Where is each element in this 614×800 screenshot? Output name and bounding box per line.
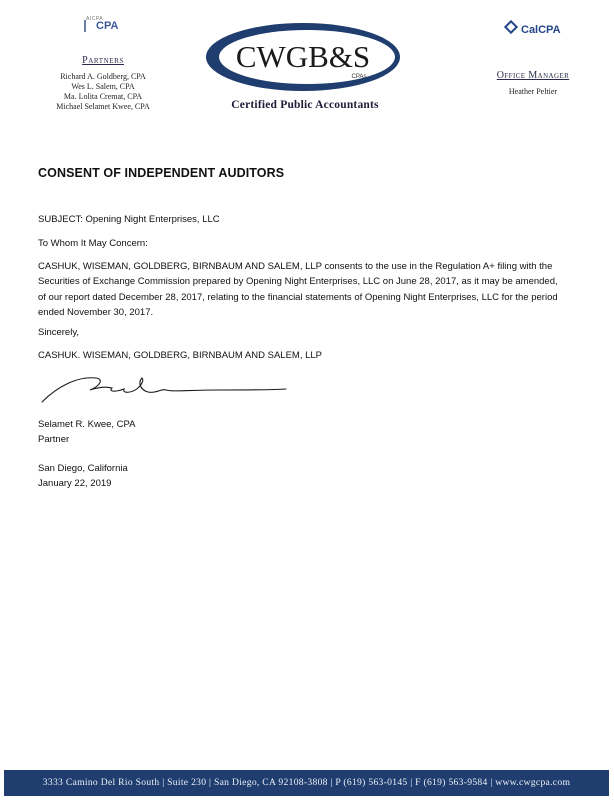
- letter-closing: Sincerely,: [38, 327, 80, 338]
- partner-name: Wes L. Salem, CPA: [71, 82, 135, 91]
- letter-title: CONSENT OF INDEPENDENT AUDITORS: [38, 166, 285, 180]
- aicpa-logo-small: AICPA: [86, 16, 104, 22]
- signature: [38, 372, 288, 408]
- aicpa-logo-text: CPA: [96, 20, 119, 32]
- office-manager-block: [488, 70, 578, 96]
- calcpa-logo: [506, 22, 561, 36]
- partners-heading: Partners: [82, 55, 124, 66]
- partner-name: Michael Selamet Kwee, CPA: [56, 102, 150, 111]
- footer-contact: 3333 Camino Del Rio South | Suite 230 | San Diego, CA 92108-3808 | P (619) 563-0145 | F (619) 563-9584 | www.cwgcpa.com: [42, 777, 571, 788]
- firm-logo-text: CWGB&S: [235, 39, 371, 74]
- aicpa-logo: [84, 16, 144, 38]
- calcpa-diamond-icon: [504, 20, 518, 34]
- signer-name: Selamet R. Kwee, CPA: [38, 419, 136, 430]
- letter-location: San Diego, California: [38, 463, 128, 474]
- calcpa-logo-text: CalCPA: [521, 24, 561, 36]
- firm-logo: [203, 20, 403, 94]
- letter-firm-name: CASHUK. WISEMAN, GOLDBERG, BIRNBAUM AND SALEM, LLP: [38, 350, 323, 361]
- firm-tagline: Certified Public Accountants: [231, 99, 379, 111]
- partner-name: Ma. Lolita Cremat, CPA: [63, 92, 143, 101]
- partner-name: Richard A. Goldberg, CPA: [60, 72, 146, 81]
- letter-subject: SUBJECT: Opening Night Enterprises, LLC: [38, 214, 220, 225]
- firm-logo-sub: CPAs: [351, 74, 367, 80]
- partners-block: [38, 55, 168, 112]
- signer-title: Partner: [38, 434, 70, 445]
- letter-date: January 22, 2019: [38, 478, 112, 489]
- office-manager-heading: Office Manager: [496, 70, 570, 81]
- office-manager-name: Heather Peltier: [508, 87, 558, 96]
- letter-body: CASHUK, WISEMAN, GOLDBERG, BIRNBAUM AND SALEM, LLP consents to the use in the Regulation A+ filing with the Securities of Exchange Commission prepared by Opening Night Enterprises, LLC on June 28, 2017, as it may be amended, of our report dated December 28, 2017, relating to the financial statements of Opening Night Enterprises, LLC for the period ended November 30, 2017.: [38, 261, 558, 318]
- letter-salutation: To Whom It May Concern:: [38, 238, 148, 249]
- footer-bar: [4, 770, 609, 796]
